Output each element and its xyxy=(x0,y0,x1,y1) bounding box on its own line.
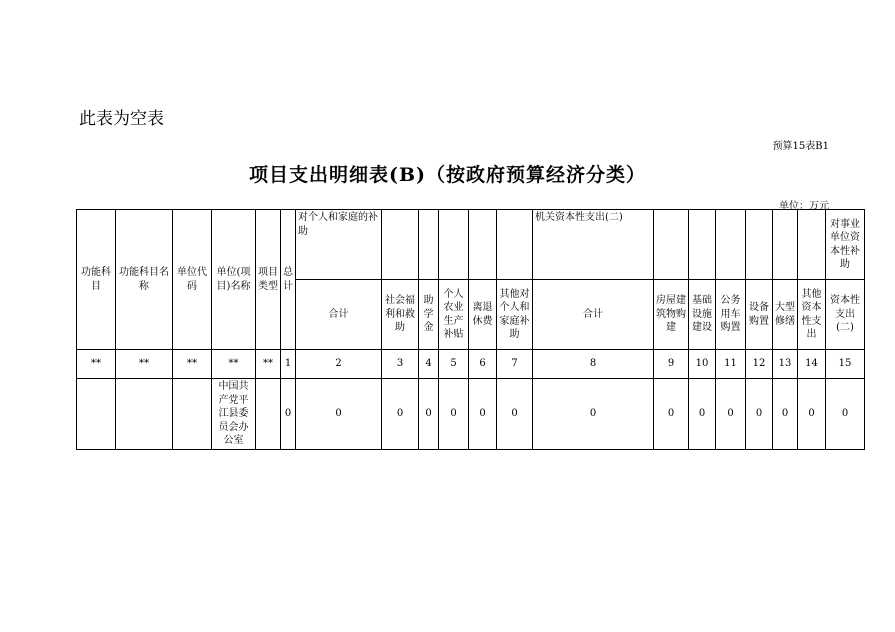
header-empty xyxy=(469,210,497,280)
expenditure-table xyxy=(76,209,865,450)
data-cell: 0 xyxy=(419,379,439,450)
data-cell: 0 xyxy=(497,379,533,450)
header-empty xyxy=(773,210,798,280)
index-cell: 12 xyxy=(746,350,773,379)
header-capital-sum: 合计 xyxy=(533,280,654,350)
data-cell: 0 xyxy=(439,379,469,450)
header-func-code: 功能科目 xyxy=(77,210,116,350)
index-cell: 5 xyxy=(439,350,469,379)
data-cell: 0 xyxy=(281,379,296,450)
index-cell: 11 xyxy=(716,350,746,379)
index-cell: 3 xyxy=(382,350,419,379)
header-subsidy-group: 对事业单位资本性补助 xyxy=(826,210,865,280)
header-personal-sum: 合计 xyxy=(296,280,382,350)
header-vehicle: 公务用车购置 xyxy=(716,280,746,350)
index-cell: 6 xyxy=(469,350,497,379)
index-cell: ** xyxy=(77,350,116,379)
index-cell: ** xyxy=(173,350,212,379)
table-code: 预算15表B1 xyxy=(772,141,829,152)
index-cell: ** xyxy=(116,350,173,379)
header-retire: 离退休费 xyxy=(469,280,497,350)
data-cell: 0 xyxy=(798,379,826,450)
empty-table-note: 此表为空表 xyxy=(79,109,164,129)
index-cell: 8 xyxy=(533,350,654,379)
header-unit-name: 单位(项目)名称 xyxy=(212,210,256,350)
unit-label: 单位：万元 xyxy=(779,201,829,212)
index-cell: 15 xyxy=(826,350,865,379)
unit-name-cell: 中国共产党平江县委员会办公室 xyxy=(212,379,256,450)
header-empty xyxy=(654,210,689,280)
data-cell: 0 xyxy=(654,379,689,450)
data-cell: 0 xyxy=(689,379,716,450)
header-empty xyxy=(497,210,533,280)
header-other-capital: 其他资本性支出 xyxy=(798,280,826,350)
header-farm-subsidy: 个人农业生产补贴 xyxy=(439,280,469,350)
header-scholarship: 助学金 xyxy=(419,280,439,350)
header-other-personal: 其他对个人和家庭补助 xyxy=(497,280,533,350)
header-func-name: 功能科目名称 xyxy=(116,210,173,350)
header-infrastructure: 基础设施建设 xyxy=(689,280,716,350)
data-cell: 0 xyxy=(826,379,865,450)
header-empty xyxy=(419,210,439,280)
index-cell: 1 xyxy=(281,350,296,379)
header-repair: 大型修缮 xyxy=(773,280,798,350)
header-capital-group: 机关资本性支出(二) xyxy=(533,210,654,280)
index-cell: 2 xyxy=(296,350,382,379)
index-cell: 14 xyxy=(798,350,826,379)
header-empty xyxy=(439,210,469,280)
index-cell: 7 xyxy=(497,350,533,379)
header-project-type: 项目类型 xyxy=(256,210,281,350)
data-cell: 0 xyxy=(382,379,419,450)
data-cell xyxy=(116,379,173,450)
data-cell xyxy=(173,379,212,450)
header-empty xyxy=(689,210,716,280)
data-cell: 0 xyxy=(716,379,746,450)
header-personal-subsidy-group: 对个人和家庭的补助 xyxy=(296,210,382,280)
index-cell: 13 xyxy=(773,350,798,379)
page-title: 项目支出明细表(B)（按政府预算经济分类） xyxy=(248,164,647,186)
data-cell: 0 xyxy=(773,379,798,450)
index-cell: ** xyxy=(256,350,281,379)
header-empty xyxy=(798,210,826,280)
table-row xyxy=(77,379,865,450)
index-cell: 4 xyxy=(419,350,439,379)
header-capital-out2: 资本性支出(二) xyxy=(826,280,865,350)
header-building: 房屋建筑物购建 xyxy=(654,280,689,350)
index-cell: 9 xyxy=(654,350,689,379)
header-empty xyxy=(382,210,419,280)
header-unit-code: 单位代码 xyxy=(173,210,212,350)
index-cell: ** xyxy=(212,350,256,379)
header-empty xyxy=(716,210,746,280)
header-total: 总计 xyxy=(281,210,296,350)
data-cell: 0 xyxy=(533,379,654,450)
index-row xyxy=(77,350,865,379)
header-equipment: 设备购置 xyxy=(746,280,773,350)
index-cell: 10 xyxy=(689,350,716,379)
data-cell: 0 xyxy=(746,379,773,450)
data-cell xyxy=(256,379,281,450)
header-empty xyxy=(746,210,773,280)
data-cell: 0 xyxy=(469,379,497,450)
data-cell: 0 xyxy=(296,379,382,450)
data-cell xyxy=(77,379,116,450)
header-social-relief: 社会福利和救助 xyxy=(382,280,419,350)
